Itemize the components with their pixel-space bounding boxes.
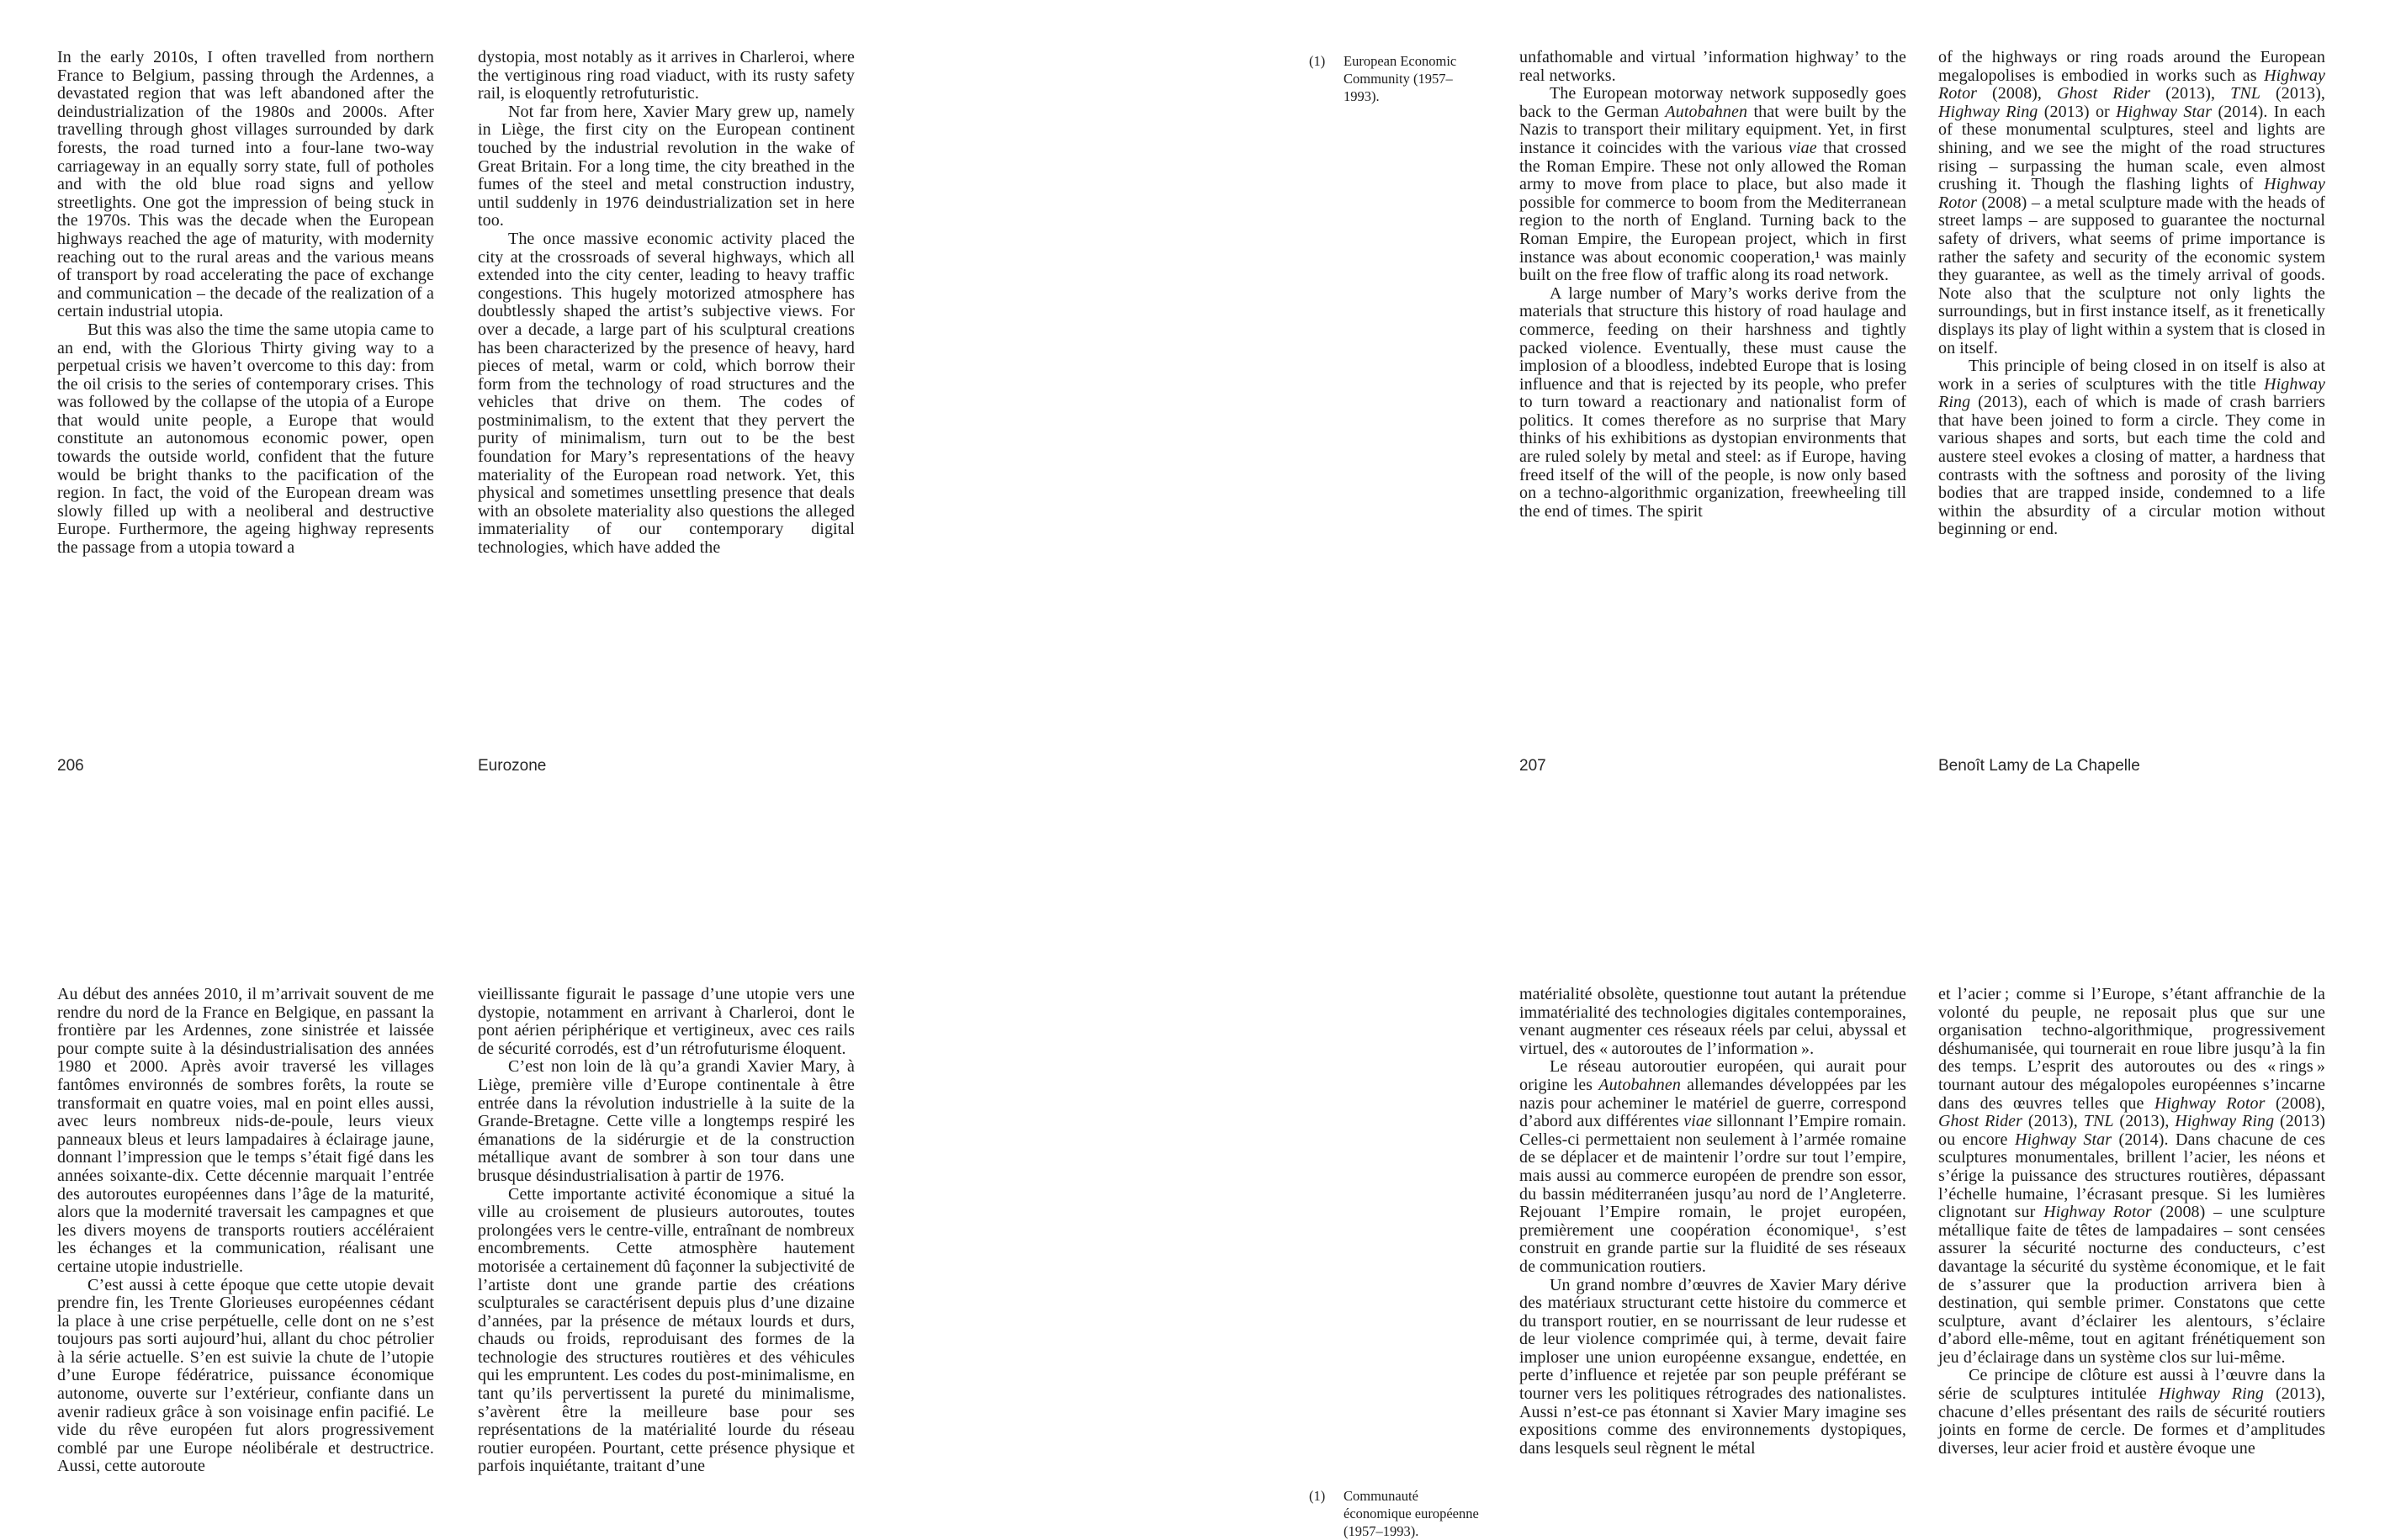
text-run: But this was also the time the same utopia came to an end, with the Glorious Thirty giving way to a perpetual crisis we haven’t overcome to this day: from the oil crisis to the series of contemporary crises. This was followed by the collapse of the utopia of a Europe that would unite people, a Europe that would constitute an autonomous economic power, open towards the outside world, confident that the future would be bright thanks to the pacification of the region. In fact, the void of the European dream was slowly filled up with a neoliberal and destructive Europe. Furthermore, the ageing highway represents the passage from a utopia toward a (57, 320, 434, 558)
paragraph (478, 103, 855, 230)
paragraph (57, 1277, 434, 1477)
text-run: that were built by the Nazis to transport their military equipment. Yet, in first instance it coincides with the various (1519, 102, 1906, 157)
italic-text-run: Ghost Rider (1938, 1112, 2023, 1131)
italic-text-run: Highway Ring (2175, 1112, 2275, 1131)
italic-text-run: Highway Ring (2158, 1384, 2264, 1404)
text-run: C’est non loin de là qu’a grandi Xavier Mary, à Liège, première ville d’Europe continentale à être entrée dans la révolution industrielle à la suite de la Grande-Bretagne. Cette ville a longtemps respiré les émanations de la sidérurgie et de la construction métallique avant de sombrer à son tour dans une brusque désindustrialisation à partir de 1976. (478, 1057, 855, 1185)
paragraph (478, 1186, 855, 1477)
text-run: (2014). Dans chacune de ces sculptures monumentales, brillent l’acier, les néons et s’érige la puissance des structures routières, dépassant l’échelle humaine, l’écrasant presque. Si les lumières clignotant sur (1938, 1130, 2325, 1222)
french-column-3 (1519, 986, 1906, 1458)
italic-text-run: Highway Rotor (1938, 175, 2325, 212)
text-run: (2008) – une sculpture métallique faite de têtes de lampadaires – sont censées assurer la sécurité nocturne des conducteurs, c’est davantage la sécurité du système économique, et le fait de s’assurer que la production arrivera bien à destination, qui semble primer. Constatons que cette sculpture, avant d’éclairer les alentours, s’éclaire d’abord elle-même, tout en agitant frénétiquement son jeu d’éclairage dans un système clos sur lui-même. (1938, 1203, 2325, 1367)
paragraph (1519, 49, 1906, 85)
text-run: This principle of being closed in on itself is also at work in a series of sculptures with the title (1938, 357, 2325, 394)
running-title-left: Eurozone (478, 757, 547, 775)
italic-text-run: viae (1683, 1112, 1712, 1131)
footnote-marker: (1) (1309, 53, 1326, 69)
paragraph (1519, 85, 1906, 285)
text-run: Un grand nombre d’œuvres de Xavier Mary dérive des matériaux structurant cette histoire du commerce et du transport routier, en se nourrissant de leur rudesse et de leur violence comprimée qui, à terme, devait faire imploser une union européenne exsangue, endettée, en perte d’influence et rejetée par son peuple préférant se tourner vers les politiques rétrogrades des nationalistes. Aussi n’est-ce pas étonnant si Xavier Mary imagine ses expositions comme des environnements dystopiques, dans lesquels seul règnent le métal (1519, 1275, 1906, 1458)
paragraph (478, 230, 855, 558)
italic-text-run: Ghost Rider (2057, 84, 2151, 103)
text-run: dystopia, most notably as it arrives in Charleroi, where the vertiginous ring road viaduct, with its rusty safety rail, is eloquently retrofuturistic. (478, 48, 855, 103)
english-column-1 (57, 49, 434, 558)
english-column-4 (1938, 49, 2325, 539)
text-run: (2013), (2260, 84, 2325, 103)
text-run: (2013) or (2038, 102, 2117, 121)
italic-text-run: Autobahnen (1665, 102, 1748, 121)
text-run: (2014). In each of these monumental sculptures, steel and lights are shining, and we see the might of the road structures rising – surpassing the human scale, even almost crushing it. Though the flashing lights of (1938, 102, 2325, 194)
text-run: (2008), (2265, 1093, 2326, 1113)
paragraph (478, 1058, 855, 1185)
paragraph (1519, 1058, 1906, 1276)
paragraph (1519, 1277, 1906, 1458)
paragraph (478, 986, 855, 1058)
italic-text-run: Highway Rotor (2043, 1203, 2152, 1222)
text-run: C’est aussi à cette époque que cette utopie devait prendre fin, les Trente Glorieuses européennes cédant la place à une crise perpétuelle, celle dont on ne s’est toujours pas sorti aujourd’hui, allant du choc pétrolier à la série actuelle. S’en est suivie la chute de l’utopie d’une Europe fédératrice, puissance économique autonome, ouverte sur l’extérieur, confiante dans un avenir radieux grâce à son voisinage enfin pacifié. Le vide du rêve européen fut alors progressivement comblé par une Europe néolibérale et destructrice. Aussi, cette autoroute (57, 1275, 434, 1476)
text-run: (2008), (1977, 84, 2057, 103)
italic-text-run: viae (1788, 138, 1817, 157)
paragraph (57, 49, 434, 321)
paragraph (1938, 357, 2325, 539)
text-run: matérialité obsolète, questionne tout autant la prétendue immatérialité des technologies digitales contemporaines, venant augmenter ces réseaux réels par celui, abyssal et virtuel, des « autoroutes de l’information ». (1519, 985, 1906, 1058)
text-run: (2008) – a metal sculpture made with the heads of street lamps – are supposed to guarantee the nocturnal safety of drivers, what seems of prime importance is rather the safety and security of the economic system they guarantee, as well as the timely arrival of goods. Note also that the sculpture not only lights the surroundings, but in first instance itself, as it frenetically displays its play of light within a system that is closed in on itself. (1938, 193, 2325, 357)
text-run: vieillissante figurait le passage d’une utopie vers une dystopie, notamment en arrivant à Charleroi, dont le pont aérien périphérique et vertigineux, avec ces rails de sécurité corrodés, est d’un rétrofuturisme éloquent. (478, 985, 855, 1058)
french-column-1 (57, 986, 434, 1476)
footnote-text: Communauté économique européenne (1957–1993). (1344, 1488, 1479, 1539)
paragraph (57, 321, 434, 558)
running-title-right: Benoît Lamy de La Chapelle (1938, 757, 2140, 775)
text-run: The European motorway network supposedly goes back to the German (1519, 84, 1906, 121)
footnote-marker: (1) (1309, 1488, 1326, 1504)
paragraph (1519, 986, 1906, 1058)
page-number-left: 206 (57, 757, 84, 775)
text-run: unfathomable and virtual ’information highway’ to the real networks. (1519, 48, 1906, 85)
text-run: that crossed the Roman Empire. These not only allowed the Roman army to move from place to place, but also made it possible for commerce to boom from the Mediterranean region to the north of England. Turning back to the Roman Empire, the European project, which in first instance was about economic cooperation,¹ was mainly built on the free flow of traffic along its road network. (1519, 138, 1906, 285)
text-run: et l’acier ; comme si l’Europe, s’étant affranchie de la volonté du peuple, ne reposait plus que sur une organisation techno-algorithmique, progressivement déshumanisée, qui tournerait en roue libre jusqu’à la fin des temps. L’esprit des autoroutes ou des « rings » tournant autour des mégalopoles européennes s’incarne dans des œuvres telles que (1938, 985, 2325, 1113)
text-run: allemandes développées par les nazis pour acheminer le matériel de guerre, correspond d’abord aux différentes (1519, 1075, 1906, 1131)
paragraph (1938, 49, 2325, 357)
text-run: Le réseau autoroutier européen, qui aurait pour origine les (1519, 1057, 1906, 1094)
text-run: (2013), chacune d’elles présentant des rails de sécurité routiers joints en forme de cercle. De formes et d’amplitudes diverses, leur acier froid et austère évoque une (1938, 1384, 2325, 1458)
text-run: A large number of Mary’s works derive from the materials that structure this history of road haulage and commerce, feeding on their harshness and tightly packed violence. Eventually, these must cause the implosion of a bloodless, indebted Europe that is losing influence and that is rejected by its people, who prefer to turn toward a reactionary and nationalist form of politics. It comes therefore as no surprise that Mary thinks of his exhibitions as dystopian environments that are ruled solely by metal and steel: as if Europe, having freed itself of the will of the people, is now only based on a techno-algorithmic organization, freewheeling till the end of times. The spirit (1519, 283, 1906, 521)
italic-text-run: Highway Rotor (1938, 66, 2325, 103)
french-column-2 (478, 986, 855, 1476)
text-run: (2013), (2150, 84, 2231, 103)
text-run: Cette importante activité économique a situé la ville au croisement de plusieurs autoroutes, toutes prolongées vers le centre-ville, entraînant de nombreux encombrements. Cette atmosphère hautement motorisée a certainement dû façonner la subjectivité de l’artiste dont une grande partie des créations sculpturales se caractérisent depuis plus d’une dizaine d’années, par la présence de métaux lourds et durs, chauds ou froids, reproduisant des formes de la technologie des structures routières et des véhicules qui les empruntent. Les codes du post-minimalisme, en tant qu’ils pervertissent la pureté du minimalisme, s’avèrent être la meilleure base pour ses représentations de la matérialité lourde du réseau routier européen. Pourtant, cette présence physique et parfois inquiétante, traitant d’une (478, 1184, 855, 1476)
italic-text-run: Highway Star (2116, 102, 2213, 121)
text-run: sillonnant l’Empire romain. Celles-ci permettaient non seulement à l’armée romaine de se déplacer et de maintenir l’ordre sur tout l’empire, mais aussi au commerce européen de prendre son essor, du bassin méditerranéen jusqu’au nord de l’Angleterre. Rejouant l’Empire romain, le projet européen, premièrement une coopération économique¹, s’est construit en grande partie sur la fluidité de ses réseaux de communication routiers. (1519, 1112, 1907, 1276)
page-number-right: 207 (1519, 757, 1546, 775)
italic-text-run: Autobahnen (1598, 1075, 1681, 1094)
footnote-text: European Economic Community (1957–1993). (1344, 53, 1457, 104)
english-column-3 (1519, 49, 1906, 521)
french-column-4 (1938, 986, 2325, 1458)
text-run: Au début des années 2010, il m’arrivait souvent de me rendre du nord de la France en Belgique, en passant la frontière par les Ardennes, zone sinistrée et laissée pour compte suite à la désindustrialisation des années 1980 et 2000. Après avoir traversé les villages fantômes environnés de sombres forêts, la route se transformait en quatre voies, mal en point elles aussi, avec leurs nombreux nids-de-poule, leurs vieux panneaux bleus et leurs lampadaires à éclairage jaune, donnant l’impression que le temps s’était figé dans les années soixante-dix. Cette décennie marquait l’entrée des autoroutes européennes dans l’âge de la maturité, alors que la modernité traversait les campagnes et que les divers moyens de transports routiers accéléraient les échanges et la communication, réalisant une certaine utopie industrielle. (57, 985, 434, 1276)
text-run: Not far from here, Xavier Mary grew up, namely in Liège, the first city on the European continent touched by the industrial revolution in the wake of Great Britain. For a long time, the city breathed in the fumes of the steel and metal construction industry, until suddenly in 1976 deindustrialization set in here too. (478, 102, 855, 230)
italic-text-run: Highway Ring (1938, 102, 2038, 121)
text-run: (2013), (2113, 1112, 2176, 1131)
footnote-english (1309, 52, 1480, 105)
text-run: (2013) ou encore (1938, 1112, 2325, 1149)
paragraph (1519, 285, 1906, 521)
text-run: Ce principe de clôture est aussi à l’œuvre dans la série de sculptures intitulée (1938, 1366, 2325, 1404)
english-column-2 (478, 49, 855, 558)
italic-text-run: TNL (2230, 84, 2260, 103)
text-run: (2013), each of which is made of crash barriers that have been joined to form a circle. They come in various shapes and sorts, but each time the cold and austere steel evokes a closing of matter, a hardness that contrasts with the softness and porosity of the living bodies that are trapped inside, condemned to a life within the absurdity of a circular motion without beginning or end. (1938, 393, 2325, 539)
text-run: The once massive economic activity placed the city at the crossroads of several highways, which all extended into the city center, leading to heavy traffic congestions. This hugely motorized atmosphere has doubtlessly shaped the artist’s subjective views. For over a decade, a large part of his sculptural creations has been characterized by the presence of heavy, hard pieces of metal, warm or cold, which borrow their form from the technology of road structures and the vehicles that drive on them. The codes of postminimalism, to the extent that they pervert the purity of minimalism, turn out to be the best foundation for Mary’s representations of the heavy materiality of the European road network. Yet, this physical and sometimes unsettling presence that deals with an obsolete materiality also questions the alleged immateriality of our contemporary digital technologies, which have added the (478, 229, 855, 558)
italic-text-run: Highway Ring (1938, 374, 2325, 412)
paragraph (478, 49, 855, 103)
footnote-french (1309, 1487, 1480, 1540)
paragraph (1938, 1367, 2325, 1458)
italic-text-run: Highway Star (2015, 1130, 2112, 1149)
text-run: of the highways or ring roads around the European megalopolises is embodied in works such as (1938, 48, 2325, 85)
text-run: (2013), (2022, 1112, 2084, 1131)
italic-text-run: Highway Rotor (2154, 1093, 2266, 1113)
italic-text-run: TNL (2083, 1112, 2114, 1131)
paragraph (1938, 986, 2325, 1367)
text-run: In the early 2010s, I often travelled from northern France to Belgium, passing through the Ardennes, a devastated region that was left abandoned after the deindustrialization of the 1980s and 2000s. After travelling through ghost villages surrounded by dark forests, the road turned into a four-lane two-way carriageway in an equally sorry state, full of potholes and with the old blue road signs and yellow streetlights. One got the impression of being stuck in the 1970s. This was the decade when the European highways reached the age of maturity, with modernity reaching out to the rural areas and the various means of transport by road accelerating the pace of exchange and communication – the decade of the realization of a certain industrial utopia. (57, 48, 434, 321)
paragraph (57, 986, 434, 1277)
